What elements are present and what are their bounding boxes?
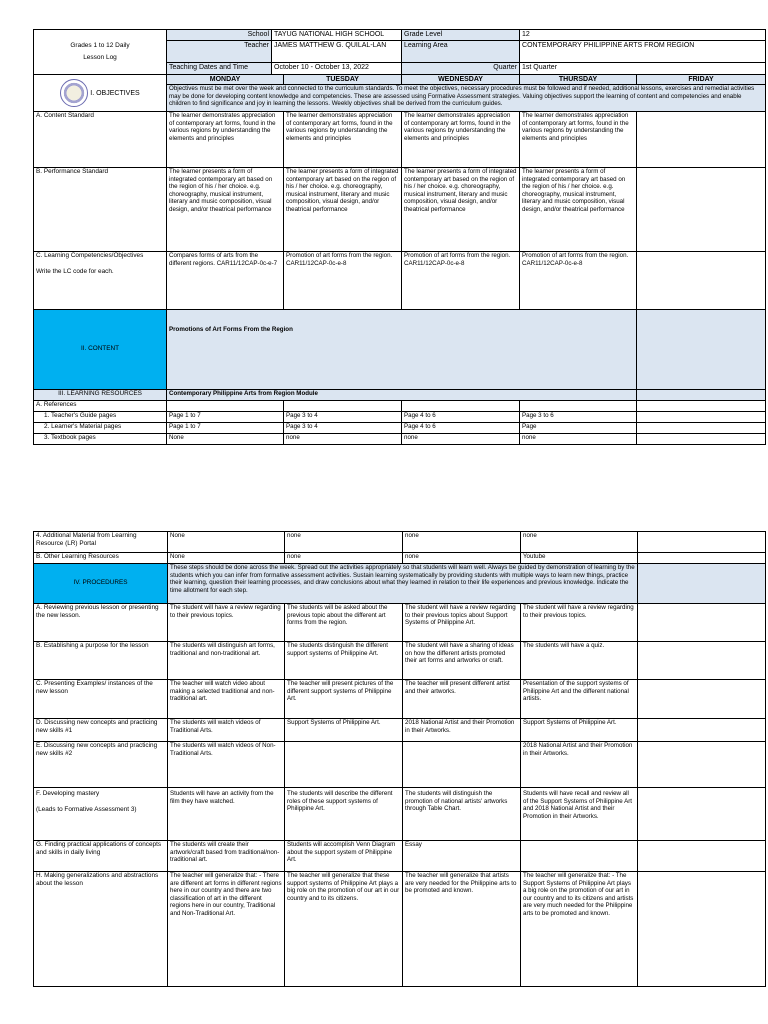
competencies-fri — [637, 252, 766, 310]
procedure-e-mon: The students will watch videos of Non-Traditional Arts. — [168, 742, 285, 788]
procedure-g-mon: The students will create their artwork/craft based from traditional/non-traditional art. — [168, 841, 285, 872]
learners-material-label: 2. Learner's Material pages — [34, 423, 167, 434]
content-standard-thu: The learner demonstrates appreciation of contemporary art forms, found in the various regions by understanding the elements and principles — [520, 112, 637, 168]
procedure-d-fri — [638, 719, 766, 742]
textbook-wed: none — [402, 434, 520, 445]
other-tue: none — [285, 553, 403, 564]
other-resources-label: B. Other Learning Resources — [34, 553, 168, 564]
procedure-g-thu — [521, 841, 638, 872]
references-thu — [520, 401, 637, 412]
learning-resources-title: III. LEARNING RESOURCES — [34, 390, 167, 401]
additional-wed: none — [403, 532, 521, 553]
procedure-g-label: G. Finding practical applications of concepts and skills in daily living — [34, 841, 168, 872]
competencies-wed: Promotion of art forms from the region. CAR11/12CAP-0c-e-8 — [402, 252, 520, 310]
textbook-tue: none — [284, 434, 402, 445]
procedure-h-thu: The teacher will generalize that: - The Support Systems of Philippine Art plays a big role on the promotion of our art in our country and to its citizens and artists are very much needed for the Philippine arts to be promoted and known. — [521, 872, 638, 987]
procedure-b-tue: The students distinguish the different support systems of Philippine Art. — [285, 642, 403, 680]
references-tue — [284, 401, 402, 412]
content-standard-label: A. Content Standard — [34, 112, 167, 168]
content-value: Promotions of Art Forms From the Region — [167, 310, 637, 390]
textbook-mon: None — [167, 434, 284, 445]
objectives-title: I. OBJECTIVES — [34, 75, 167, 112]
procedure-h-fri — [638, 872, 766, 987]
competencies-label: C. Learning Competencies/Objectives Write the LC code for each. — [34, 252, 167, 310]
procedure-a-mon: The student will have a review regarding to their previous topics. — [168, 604, 285, 642]
procedures-fri — [638, 564, 766, 604]
procedure-d-thu: Support Systems of Philippine Art. — [521, 719, 638, 742]
procedure-b-label: B. Establishing a purpose for the lesson — [34, 642, 168, 680]
learners-material-thu: Page — [520, 423, 637, 434]
competencies-thu: Promotion of art forms from the region. CAR11/12CAP-0c-e-8 — [520, 252, 637, 310]
learners-material-mon: Page 1 to 7 — [167, 423, 284, 434]
procedure-a-thu: The student will have a review regarding to their previous topics. — [521, 604, 638, 642]
performance-standard-label: B. Performance Standard — [34, 168, 167, 252]
procedure-d-mon: The students will watch videos of Traditional Arts. — [168, 719, 285, 742]
content-standard-wed: The learner demonstrates appreciation of contemporary art forms, found in the various regions by understanding the elements and principles — [402, 112, 520, 168]
procedure-f-tue: The students will describe the different roles of these support systems of Philippine Art. — [285, 788, 403, 841]
quarter-value: 1st Quarter — [520, 63, 766, 75]
procedure-g-wed: Essay — [403, 841, 521, 872]
procedure-f-fri — [638, 788, 766, 841]
procedure-b-wed: The student will have a sharing of ideas on how the different artists promoted their art forms and artworks or craft. — [403, 642, 521, 680]
competencies-mon: Compares forms of arts from the different regions. CAR11/12CAP-0c-e-7 — [167, 252, 284, 310]
other-thu: Youtube — [521, 553, 638, 564]
learners-material-wed: Page 4 to 6 — [402, 423, 520, 434]
day-tuesday: TUESDAY — [284, 75, 402, 85]
textbook-label: 3. Textbook pages — [34, 434, 167, 445]
procedure-a-label: A. Reviewing previous lesson or presenting the new lesson. — [34, 604, 168, 642]
procedures-title: IV. PROCEDURES — [34, 564, 168, 604]
procedure-f-thu: Students will have recall and review all of the Support Systems of Philippine Art and 2018 National Artist and their Promotion in their Artworks. — [521, 788, 638, 841]
performance-standard-wed: The learner presents a form of integrated contemporary art based on the region of his / her choice. e.g. choreography, musical instrument, literary and music composition, visual design, and/or theatrical performance — [402, 168, 520, 252]
teachers-guide-label: 1. Teacher's Guide pages — [34, 412, 167, 423]
content-fri — [637, 310, 766, 390]
area-label: Learning Area — [402, 41, 520, 63]
teachers-guide-tue: Page 3 to 4 — [284, 412, 402, 423]
other-mon: None — [168, 553, 285, 564]
procedure-h-wed: The teacher will generalize that artists are very needed for the Philippine arts to be promoted and known. — [403, 872, 521, 987]
competencies-tue: Promotion of art forms from the region. CAR11/12CAP-0c-e-8 — [284, 252, 402, 310]
additional-fri — [638, 532, 766, 553]
procedure-f-wed: The students will distinguish the promotion of national artists' artworks through Table Chart. — [403, 788, 521, 841]
lesson-log-table-bottom — [33, 531, 766, 987]
grade-value: 12 — [520, 30, 766, 41]
textbook-fri — [637, 434, 766, 445]
procedure-g-fri — [638, 841, 766, 872]
performance-standard-fri — [637, 168, 766, 252]
procedure-c-fri — [638, 680, 766, 719]
teachers-guide-thu: Page 3 to 6 — [520, 412, 637, 423]
references-wed — [402, 401, 520, 412]
procedure-b-thu: The students will have a quiz. — [521, 642, 638, 680]
procedure-a-tue: The students will be asked about the previous topic about the different art forms from the region. — [285, 604, 403, 642]
day-friday: FRIDAY — [637, 75, 766, 85]
procedure-h-tue: The teacher will generalize that these support systems of Philippine Art plays a big role on the promotion of our art in our country and to its citizens. — [285, 872, 403, 987]
procedure-f-mon: Students will have an activity from the film they have watched. — [168, 788, 285, 841]
procedure-g-tue: Students will accomplish Venn Diagram about the support system of Philippine Art. — [285, 841, 403, 872]
procedure-d-wed: 2018 National Artist and their Promotion in their Artworks. — [403, 719, 521, 742]
teacher-label: Teacher — [167, 41, 272, 63]
procedure-c-wed: The teacher will present different artist and their artworks. — [403, 680, 521, 719]
lesson-log-table-top — [33, 29, 766, 445]
procedure-c-thu: Presentation of the support systems of Philippine Art and the different national artists. — [521, 680, 638, 719]
textbook-thu: none — [520, 434, 637, 445]
teacher-value: JAMES MATTHEW G. QUILAL-LAN — [272, 41, 402, 63]
content-standard-tue: The learner demonstrates appreciation of contemporary art forms, found in the various regions by understanding the elements and principles — [284, 112, 402, 168]
log-title: Grades 1 to 12 Daily Lesson Log — [34, 30, 167, 75]
performance-standard-mon: The learner presents a form of integrated contemporary art based on the region of his / her choice. e.g. choreography, musical instrument, literary and music composition, visual design, and/or theatrical performance — [167, 168, 284, 252]
teachers-guide-mon: Page 1 to 7 — [167, 412, 284, 423]
area-value: CONTEMPORARY PHILIPPINE ARTS FROM REGION — [520, 41, 766, 63]
learners-material-tue: Page 3 to 4 — [284, 423, 402, 434]
procedure-b-mon: The students will distinguish art forms, traditional and non-traditional art. — [168, 642, 285, 680]
learning-resources-fri — [637, 390, 766, 401]
procedure-h-mon: The teacher will generalize that: - There are different art forms in different regions here in our country and there are two classification of art in the different regions here in our country, Traditional and Non-Traditional Art. — [168, 872, 285, 987]
learning-resources-value: Contemporary Philippine Arts from Region Module — [167, 390, 637, 401]
procedure-c-mon: The teacher will watch video about making a selected traditional and non-traditional art. — [168, 680, 285, 719]
other-wed: none — [403, 553, 521, 564]
additional-mon: None — [168, 532, 285, 553]
quarter-label: Quarter — [402, 63, 520, 75]
other-fri — [638, 553, 766, 564]
dates-label: Teaching Dates and Time — [167, 63, 272, 75]
day-thursday: THURSDAY — [520, 75, 637, 85]
dates-value: October 10 - October 13, 2022 — [272, 63, 402, 75]
deped-seal-icon — [60, 79, 88, 107]
procedure-h-label: H. Making generalizations and abstractions about the lesson — [34, 872, 168, 987]
learners-material-fri — [637, 423, 766, 434]
content-title: II. CONTENT — [34, 310, 167, 390]
performance-standard-tue: The learner presents a form of integrated contemporary art based on the region of his / her choice. e.g. choreography, musical instrument, literary and music composition, visual design, and/or theatrical performance — [284, 168, 402, 252]
procedure-c-label: C. Presenting Examples/ instances of the new lesson — [34, 680, 168, 719]
procedure-e-fri — [638, 742, 766, 788]
performance-standard-thu: The learner presents a form of integrated contemporary art based on the region of his / her choice. e.g. choreography, musical instrument, literary and music composition, visual design, and/or theatrical performance — [520, 168, 637, 252]
additional-material-label: 4. Additional Material from Learning Resource (LR) Portal — [34, 532, 168, 553]
procedure-e-tue — [285, 742, 403, 788]
additional-tue: none — [285, 532, 403, 553]
school-label: School — [167, 30, 272, 41]
day-monday: MONDAY — [167, 75, 284, 85]
procedures-intro: These steps should be done across the week. Spread out the activities appropriately so that students will learn well. Always be guided by demonstration of learning by the students which you can infer from formative assessment activities. Sustain learning systematically by providing students with multiple ways to learn new things, practice their learning, question their learning processes, and draw conclusions about what they learned in relation to their life experiences and previous knowledge. Indicate the time allotment for each step. — [168, 564, 638, 604]
procedure-a-fri — [638, 604, 766, 642]
procedure-e-thu: 2018 National Artist and their Promotion in their Artworks. — [521, 742, 638, 788]
content-standard-fri — [637, 112, 766, 168]
procedure-a-wed: The student will have a review regarding to their previous topics about Support Systems of Philippine Art. — [403, 604, 521, 642]
procedure-e-wed — [403, 742, 521, 788]
procedure-d-label: D. Discussing new concepts and practicing new skills #1 — [34, 719, 168, 742]
references-label: A. References — [34, 401, 167, 412]
grade-label: Grade Level — [402, 30, 520, 41]
additional-thu: none — [521, 532, 638, 553]
day-wednesday: WEDNESDAY — [402, 75, 520, 85]
procedure-d-tue: Support Systems of Philippine Art. — [285, 719, 403, 742]
procedure-e-label: E. Discussing new concepts and practicing new skills #2 — [34, 742, 168, 788]
school-value: TAYUG NATIONAL HIGH SCHOOL — [272, 30, 402, 41]
procedure-f-label: F. Developing mastery (Leads to Formative Assessment 3) — [34, 788, 168, 841]
procedure-c-tue: The teacher will present pictures of the different support systems of Philippine Art. — [285, 680, 403, 719]
references-fri — [637, 401, 766, 412]
references-mon — [167, 401, 284, 412]
objectives-intro: Objectives must be met over the week and connected to the curriculum standards. To meet the objectives, necessary procedures must be followed and if needed, additional lessons, exercises and remedial activities may be done for developing content knowledge and competencies. These are assessed using Formative Assessment strategies. Valuing objectives support the learning of content and competencies and enable children to find significance and joy in learning the lessons. Weekly objectives shall be derived from the curriculum guides. — [167, 85, 766, 112]
content-standard-mon: The learner demonstrates appreciation of contemporary art forms, found in the various regions by understanding the elements and principles — [167, 112, 284, 168]
teachers-guide-wed: Page 4 to 6 — [402, 412, 520, 423]
teachers-guide-fri — [637, 412, 766, 423]
procedure-b-fri — [638, 642, 766, 680]
